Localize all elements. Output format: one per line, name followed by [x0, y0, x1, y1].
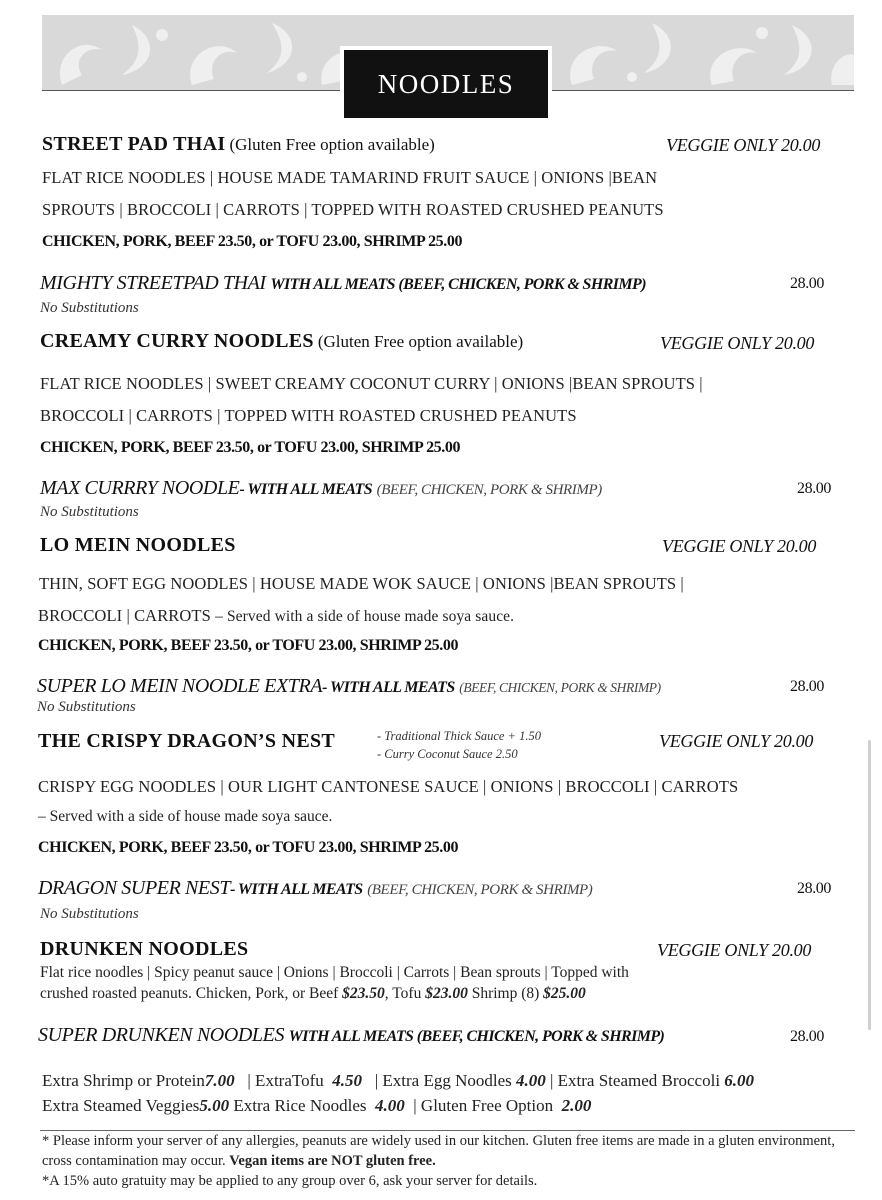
menu-item-creamy-curry — [40, 330, 523, 353]
item-name: CREAMY CURRY NOODLES — [40, 330, 314, 352]
allergy-note: * Please inform your server of any allergies, peanuts are widely used in our kitchen. Gluten free items are made in a gluten environment, cross contamination may occur. Vegan items are NOT gluten free. — [42, 1133, 835, 1169]
item-name: MAX CURRRY NOODLE — [40, 477, 240, 499]
price-shrimp: $25.00 — [543, 985, 586, 1002]
no-substitutions: No Substitutions — [40, 906, 139, 922]
item-sub: WITH ALL MEATS (BEEF, CHICKEN, PORK & SHRIMP) — [270, 276, 646, 293]
item-price: 28.00 — [790, 1028, 825, 1045]
item-sub-meats: (BEEF, CHICKEN, PORK & SHRIMP) — [376, 482, 602, 498]
item-sub-meats: (BEEF, CHICKEN, PORK & SHRIMP) — [367, 882, 593, 898]
item-name: SUPER LO MEIN NOODLE EXTRA — [37, 675, 323, 697]
item-description: Flat rice noodles | Spicy peanut sauce | Onions | Broccoli | Carrots | Bean sprouts | Topped with — [40, 964, 629, 981]
item-sub: WITH ALL MEATS (BEEF, CHICKEN, PORK & SHRIMP) — [288, 1028, 665, 1045]
item-name: MIGHTY STREETPAD THAI — [40, 272, 266, 294]
item-note: (Gluten Free option available) — [229, 135, 435, 154]
item-price: 28.00 — [790, 678, 825, 695]
price-meat: $23.50 — [342, 985, 385, 1002]
item-description: THIN, SOFT EGG NOODLES | HOUSE MADE WOK SAUCE | ONIONS |BEAN SPROUTS | — [39, 574, 684, 593]
item-name: DRAGON SUPER NEST — [38, 877, 231, 899]
vegan-note: Vegan items are NOT gluten free. — [229, 1153, 436, 1169]
veggie-price: VEGGIE ONLY 20.00 — [662, 536, 817, 556]
item-sub: - WITH ALL MEATS — [322, 679, 455, 696]
item-name: SUPER DRUNKEN NOODLES — [38, 1024, 285, 1046]
price-tofu: $23.00 — [425, 985, 468, 1002]
item-description: BROCCOLI | CARROTS | TOPPED WITH ROASTED CRUSHED PEANUTS — [40, 406, 577, 425]
no-substitutions: No Substitutions — [37, 699, 136, 715]
item-price: 28.00 — [790, 275, 825, 292]
item-prices: CHICKEN, PORK, BEEF 23.50, or TOFU 23.00, SHRIMP 25.00 — [38, 637, 459, 654]
item-price: 28.00 — [797, 880, 832, 897]
no-substitutions: No Substitutions — [40, 300, 139, 316]
section-title-box — [340, 46, 552, 122]
extras-line-1: Extra Shrimp or Protein7.00 | ExtraTofu 4.50 | Extra Egg Noodles 4.00 | Extra Steamed Broccoli 6.00 — [42, 1071, 755, 1090]
item-description: CRISPY EGG NOODLES | OUR LIGHT CANTONESE SAUCE | ONIONS | BROCCOLI | CARROTS — [38, 777, 739, 796]
item-price: 28.00 — [797, 480, 832, 497]
menu-item-max-curry — [40, 477, 602, 500]
item-description: FLAT RICE NOODLES | SWEET CREAMY COCONUT CURRY | ONIONS |BEAN SPROUTS | — [40, 374, 703, 393]
veggie-price: VEGGIE ONLY 20.00 — [657, 940, 812, 960]
menu-item-super-drunken — [38, 1024, 664, 1047]
item-description: FLAT RICE NOODLES | HOUSE MADE TAMARIND FRUIT SAUCE | ONIONS |BEAN — [42, 168, 658, 187]
veggie-price: VEGGIE ONLY 20.00 — [660, 333, 815, 353]
sauce-option: - Traditional Thick Sauce + 1.50 — [377, 729, 541, 743]
menu-item-super-lo-mein — [37, 675, 661, 698]
item-description: SPROUTS | BROCCOLI | CARROTS | TOPPED WITH ROASTED CRUSHED PEANUTS — [42, 200, 664, 219]
menu-item-crispy-dragons-nest: THE CRISPY DRAGON’S NEST — [38, 730, 336, 752]
item-name: STREET PAD THAI — [42, 133, 226, 155]
menu-item-dragon-super-nest — [38, 877, 592, 900]
extras-line-2: Extra Steamed Veggies5.00 Extra Rice Noodles 4.00 | Gluten Free Option 2.00 — [42, 1096, 592, 1115]
item-note: (Gluten Free option available) — [317, 332, 524, 351]
item-description: crushed roasted peanuts. Chicken, Pork, or Beef $23.50, Tofu $23.00 Shrimp (8) $25.00 — [40, 985, 586, 1002]
item-description: – Served with a side of house made soya sauce. — [38, 808, 333, 825]
veggie-price: VEGGIE ONLY 20.00 — [666, 135, 821, 155]
item-prices: CHICKEN, PORK, BEEF 23.50, or TOFU 23.00, SHRIMP 25.00 — [38, 839, 459, 856]
item-sub-meats: (BEEF, CHICKEN, PORK & SHRIMP) — [459, 680, 661, 695]
item-sub: - WITH ALL MEATS — [239, 481, 373, 498]
menu-item-drunken-noodles: DRUNKEN NOODLES — [40, 938, 249, 960]
menu-item-lo-mein: LO MEIN NOODLES — [40, 534, 236, 556]
item-prices: CHICKEN, PORK, BEEF 23.50, or TOFU 23.00, SHRIMP 25.00 — [42, 233, 463, 250]
menu-item-mighty-pad-thai — [40, 272, 646, 295]
scrollbar[interactable] — [868, 740, 871, 1030]
gratuity-note: *A 15% auto gratuity may be applied to any group over 6, ask your server for details. — [42, 1173, 538, 1189]
item-prices: CHICKEN, PORK, BEEF 23.50, or TOFU 23.00, SHRIMP 25.00 — [40, 439, 461, 456]
item-description: BROCCOLI | CARROTS – Served with a side of house made soya sauce. — [38, 606, 515, 625]
menu-item-street-pad-thai — [42, 133, 435, 156]
item-sub: - WITH ALL MEATS — [230, 881, 363, 898]
veggie-price: VEGGIE ONLY 20.00 — [659, 731, 814, 751]
section-title: NOODLES — [344, 50, 548, 118]
sauce-option: - Curry Coconut Sauce 2.50 — [377, 747, 518, 761]
no-substitutions: No Substitutions — [40, 504, 139, 520]
